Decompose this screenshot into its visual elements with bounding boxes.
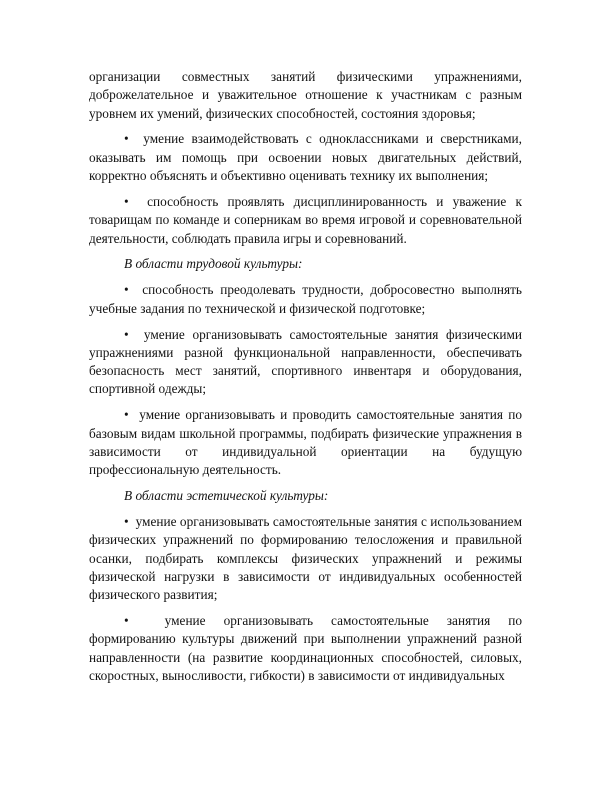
bullet-glyph: • (124, 131, 129, 147)
bullet-text: способность проявлять дисциплинированность и уважение к товарищам по команде и соперникам во время игровой и соревновательной деятельности, соблюдать правила игры и соревнований. (89, 193, 522, 246)
bullet-text: умение организовывать и проводить самостоятельные занятия по базовым видам школьной программы, подбирать физические упражнения в зависимости от индивидуальной ориентации на будущую профессиональную деятельность. (89, 407, 522, 478)
bullet-item (89, 326, 522, 399)
bullet-glyph: • (124, 513, 129, 529)
bullet-glyph: • (124, 326, 129, 342)
bullet-text: умение взаимодействовать с одноклассниками и сверстниками, оказывать им помощь при освоении новых двигательных действий, корректно объяснять и объективно оценивать технику их выполнения; (89, 131, 522, 184)
bullet-glyph: • (124, 282, 129, 298)
section-heading: В области трудовой культуры: (124, 256, 303, 272)
bullet-glyph: • (124, 193, 129, 209)
bullet-item (89, 406, 522, 479)
bullet-glyph: • (124, 407, 129, 423)
bullet-glyph: • (124, 613, 129, 629)
bullet-item (89, 612, 522, 685)
bullet-text: умение организовывать самостоятельные занятия с использованием физических упражнений по формированию телосложения и правильной осанки, подбирать комплексы физических упражнений и режимы физической нагрузки в зависимости от индивидуальных особенностей физического развития; (89, 513, 522, 603)
document-page (89, 68, 522, 693)
bullet-text: способность преодолевать трудности, добросовестно выполнять учебные задания по технической и физической подготовке; (89, 282, 522, 316)
bullet-item (89, 193, 522, 248)
paragraph-text: организации совместных занятий физическими упражнениями, доброжелательное и уважительное отношение к участникам с разным уровнем их умений, физических способностей, состояния здоровья; (89, 69, 522, 121)
bullet-item (89, 130, 522, 185)
bullet-text: умение организовывать самостоятельные занятия физическими упражнениями разной функциональной направленности, обеспечивать безопасность мест занятий, спортивного инвентаря и оборудования, спортивной одежды; (89, 326, 522, 397)
bullet-text: умение организовывать самостоятельные занятия по формированию культуры движений при выполнении упражнений разной направленности (на развитие координационных способностей, силовых, скоростных, выносливости, гибкости) в зависимости от индивидуальных (89, 613, 522, 683)
bullet-item (89, 513, 522, 604)
bullet-item (89, 281, 522, 318)
paragraph-intro (89, 68, 522, 123)
section-heading: В области эстетической культуры: (124, 488, 329, 504)
